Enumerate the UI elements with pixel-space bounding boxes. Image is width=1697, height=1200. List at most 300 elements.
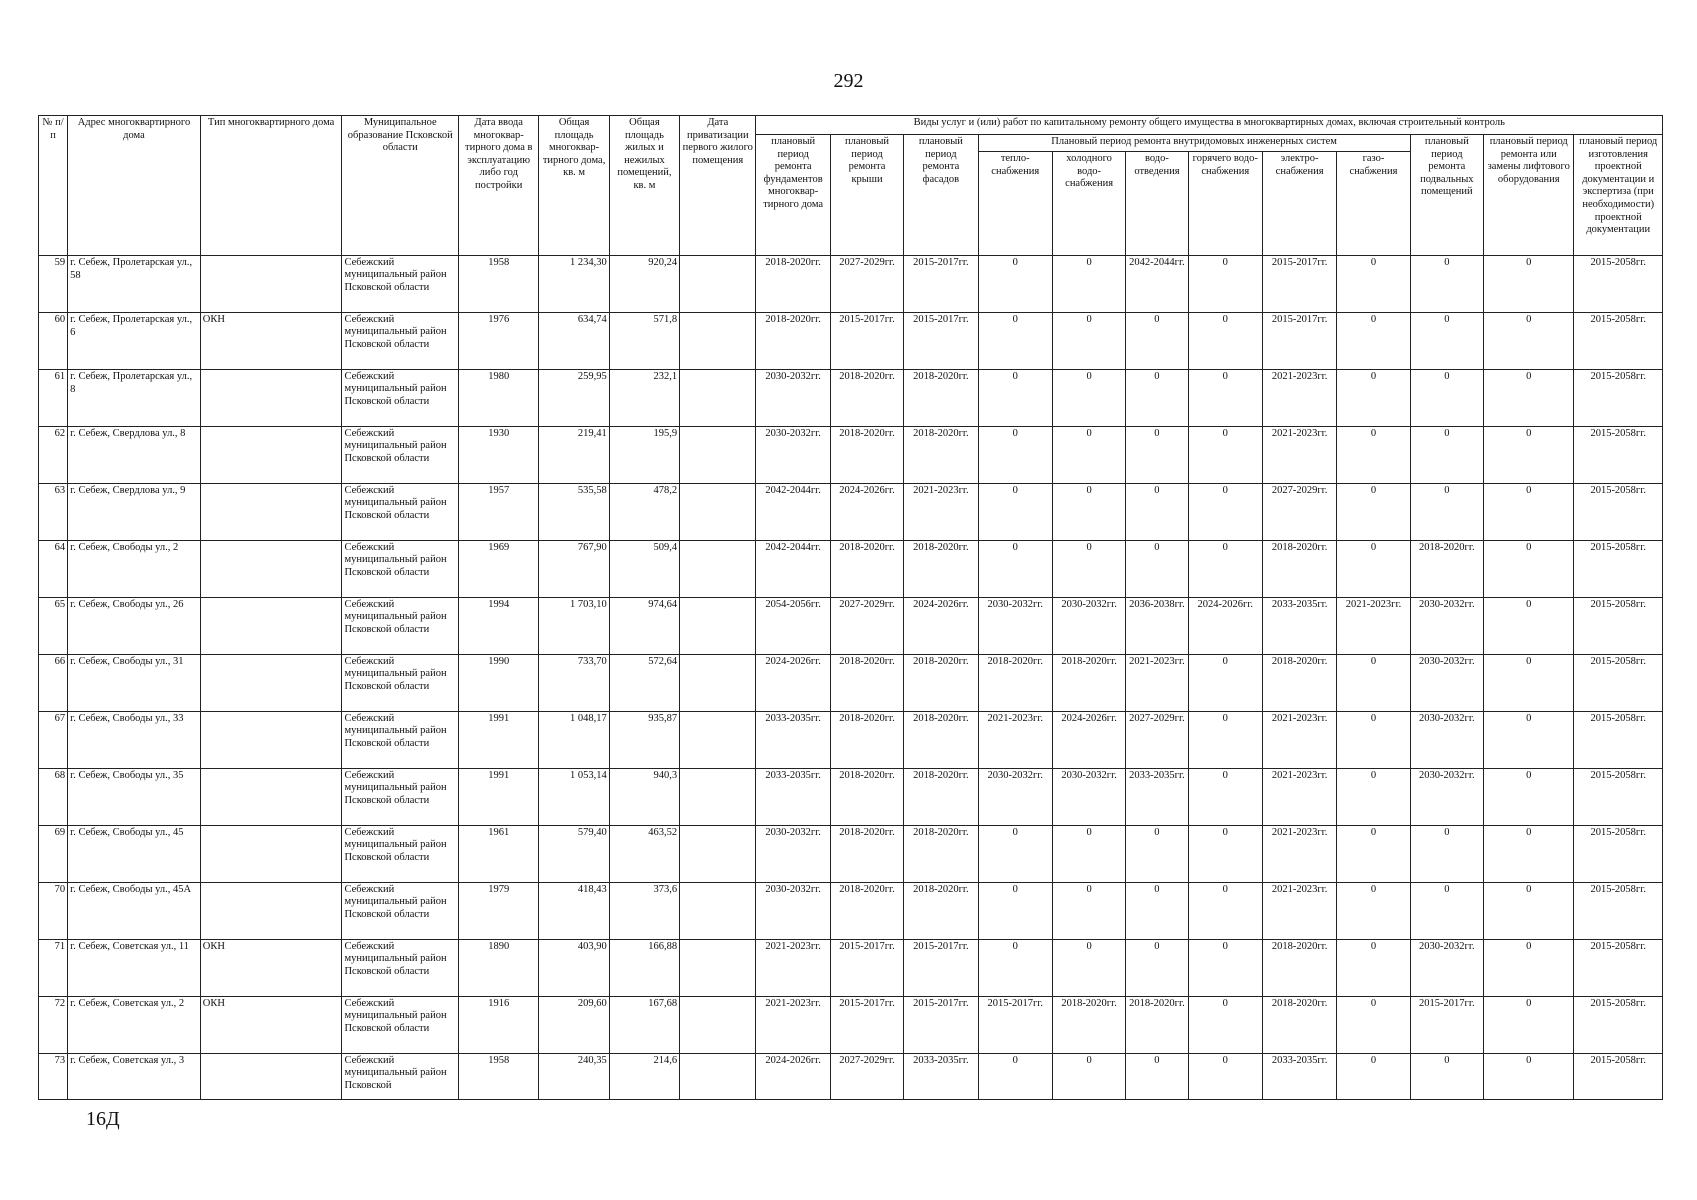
cell-living-area: 195,9 bbox=[609, 427, 679, 484]
cell-num: 71 bbox=[39, 940, 68, 997]
cell-living-area: 232,1 bbox=[609, 370, 679, 427]
cell-basement: 0 bbox=[1410, 883, 1483, 940]
cell-cold-water: 2018-2020гг. bbox=[1052, 655, 1125, 712]
cell-heat: 0 bbox=[978, 313, 1052, 370]
cell-year: 1991 bbox=[459, 769, 539, 826]
cell-num: 72 bbox=[39, 997, 68, 1054]
cell-facade: 2018-2020гг. bbox=[904, 370, 978, 427]
cell-heat: 2030-2032гг. bbox=[978, 769, 1052, 826]
table-row bbox=[39, 655, 1663, 712]
cell-municipality: Себежский муниципальный район Псковской области bbox=[342, 997, 459, 1054]
header-total-area: Общая площадь многоквар-тирного дома, кв. м bbox=[539, 116, 609, 256]
cell-hot-water: 0 bbox=[1188, 712, 1262, 769]
cell-total-area: 418,43 bbox=[539, 883, 609, 940]
header-privatization-date: Дата приватизации первого жилого помещения bbox=[680, 116, 756, 256]
cell-facade: 2018-2020гг. bbox=[904, 769, 978, 826]
cell-design: 2015-2058гг. bbox=[1574, 598, 1663, 655]
cell-year: 1958 bbox=[459, 256, 539, 313]
cell-living-area: 214,6 bbox=[609, 1054, 679, 1100]
cell-privatization-date bbox=[680, 997, 756, 1054]
cell-heat: 0 bbox=[978, 940, 1052, 997]
cell-living-area: 920,24 bbox=[609, 256, 679, 313]
cell-elevator: 0 bbox=[1484, 598, 1574, 655]
cell-municipality: Себежский муниципальный район Псковской области bbox=[342, 712, 459, 769]
cell-elevator: 0 bbox=[1484, 940, 1574, 997]
cell-privatization-date bbox=[680, 826, 756, 883]
cell-gas: 0 bbox=[1337, 940, 1410, 997]
cell-living-area: 509,4 bbox=[609, 541, 679, 598]
cell-type bbox=[200, 712, 342, 769]
cell-gas: 0 bbox=[1337, 427, 1410, 484]
cell-cold-water: 0 bbox=[1052, 370, 1125, 427]
cell-foundation: 2042-2044гг. bbox=[756, 541, 830, 598]
cell-type bbox=[200, 883, 342, 940]
cell-drainage: 2036-2038гг. bbox=[1126, 598, 1188, 655]
cell-municipality: Себежский муниципальный район Псковской области bbox=[342, 769, 459, 826]
header-elevator: плановый период ремонта или замены лифтового оборудования bbox=[1484, 135, 1574, 256]
table-row bbox=[39, 541, 1663, 598]
cell-cold-water: 0 bbox=[1052, 826, 1125, 883]
table-row bbox=[39, 427, 1663, 484]
cell-heat: 2018-2020гг. bbox=[978, 655, 1052, 712]
cell-drainage: 2033-2035гг. bbox=[1126, 769, 1188, 826]
cell-electric: 2021-2023гг. bbox=[1262, 427, 1336, 484]
cell-foundation: 2018-2020гг. bbox=[756, 313, 830, 370]
cell-municipality: Себежский муниципальный район Псковской области bbox=[342, 370, 459, 427]
cell-hot-water: 0 bbox=[1188, 484, 1262, 541]
cell-hot-water: 0 bbox=[1188, 313, 1262, 370]
cell-hot-water: 0 bbox=[1188, 541, 1262, 598]
cell-basement: 0 bbox=[1410, 370, 1483, 427]
cell-elevator: 0 bbox=[1484, 712, 1574, 769]
cell-type bbox=[200, 1054, 342, 1100]
cell-elevator: 0 bbox=[1484, 883, 1574, 940]
cell-type bbox=[200, 541, 342, 598]
cell-num: 66 bbox=[39, 655, 68, 712]
cell-hot-water: 0 bbox=[1188, 826, 1262, 883]
table-row bbox=[39, 370, 1663, 427]
cell-address: г. Себеж, Свободы ул., 31 bbox=[68, 655, 201, 712]
cell-foundation: 2042-2044гг. bbox=[756, 484, 830, 541]
cell-privatization-date bbox=[680, 712, 756, 769]
cell-privatization-date bbox=[680, 655, 756, 712]
cell-privatization-date bbox=[680, 370, 756, 427]
cell-electric: 2018-2020гг. bbox=[1262, 541, 1336, 598]
cell-cold-water: 0 bbox=[1052, 427, 1125, 484]
cell-foundation: 2033-2035гг. bbox=[756, 712, 830, 769]
cell-total-area: 579,40 bbox=[539, 826, 609, 883]
cell-privatization-date bbox=[680, 484, 756, 541]
cell-roof: 2015-2017гг. bbox=[830, 313, 903, 370]
cell-facade: 2033-2035гг. bbox=[904, 1054, 978, 1100]
cell-basement: 2030-2032гг. bbox=[1410, 940, 1483, 997]
cell-num: 59 bbox=[39, 256, 68, 313]
cell-drainage: 0 bbox=[1126, 883, 1188, 940]
cell-foundation: 2030-2032гг. bbox=[756, 427, 830, 484]
cell-privatization-date bbox=[680, 1054, 756, 1100]
cell-basement: 2018-2020гг. bbox=[1410, 541, 1483, 598]
cell-drainage: 0 bbox=[1126, 1054, 1188, 1100]
cell-address: г. Себеж, Пролетарская ул., 8 bbox=[68, 370, 201, 427]
cell-municipality: Себежский муниципальный район Псковской области bbox=[342, 883, 459, 940]
cell-design: 2015-2058гг. bbox=[1574, 427, 1663, 484]
cell-year: 1961 bbox=[459, 826, 539, 883]
cell-elevator: 0 bbox=[1484, 997, 1574, 1054]
cell-num: 65 bbox=[39, 598, 68, 655]
cell-gas: 0 bbox=[1337, 484, 1410, 541]
cell-privatization-date bbox=[680, 256, 756, 313]
cell-living-area: 166,88 bbox=[609, 940, 679, 997]
cell-heat: 0 bbox=[978, 484, 1052, 541]
header-engineering-group: Плановый период ремонта внутридомовых инженерных систем bbox=[978, 135, 1410, 152]
cell-num: 61 bbox=[39, 370, 68, 427]
cell-basement: 0 bbox=[1410, 427, 1483, 484]
cell-foundation: 2024-2026гг. bbox=[756, 655, 830, 712]
cell-design: 2015-2058гг. bbox=[1574, 997, 1663, 1054]
cell-design: 2015-2058гг. bbox=[1574, 712, 1663, 769]
cell-facade: 2015-2017гг. bbox=[904, 997, 978, 1054]
cell-design: 2015-2058гг. bbox=[1574, 484, 1663, 541]
table-row bbox=[39, 997, 1663, 1054]
cell-cold-water: 2030-2032гг. bbox=[1052, 598, 1125, 655]
cell-basement: 2030-2032гг. bbox=[1410, 712, 1483, 769]
cell-drainage: 0 bbox=[1126, 940, 1188, 997]
table-row bbox=[39, 1054, 1663, 1100]
cell-municipality: Себежский муниципальный район Псковской области bbox=[342, 484, 459, 541]
cell-year: 1976 bbox=[459, 313, 539, 370]
cell-roof: 2024-2026гг. bbox=[830, 484, 903, 541]
cell-roof: 2018-2020гг. bbox=[830, 427, 903, 484]
cell-cold-water: 0 bbox=[1052, 256, 1125, 313]
cell-elevator: 0 bbox=[1484, 655, 1574, 712]
cell-foundation: 2054-2056гг. bbox=[756, 598, 830, 655]
cell-basement: 2015-2017гг. bbox=[1410, 997, 1483, 1054]
cell-address: г. Себеж, Свердлова ул., 8 bbox=[68, 427, 201, 484]
cell-living-area: 478,2 bbox=[609, 484, 679, 541]
cell-hot-water: 0 bbox=[1188, 883, 1262, 940]
table-row bbox=[39, 883, 1663, 940]
header-date-built: Дата ввода многоквар-тирного дома в эксплуатацию либо год постройки bbox=[459, 116, 539, 256]
cell-municipality: Себежский муниципальный район Псковской области bbox=[342, 427, 459, 484]
cell-heat: 0 bbox=[978, 427, 1052, 484]
cell-privatization-date bbox=[680, 883, 756, 940]
cell-year: 1991 bbox=[459, 712, 539, 769]
cell-type: ОКН bbox=[200, 313, 342, 370]
cell-basement: 0 bbox=[1410, 1054, 1483, 1100]
cell-municipality: Себежский муниципальный район Псковской области bbox=[342, 313, 459, 370]
cell-roof: 2018-2020гг. bbox=[830, 826, 903, 883]
cell-total-area: 219,41 bbox=[539, 427, 609, 484]
cell-electric: 2015-2017гг. bbox=[1262, 256, 1336, 313]
cell-heat: 0 bbox=[978, 883, 1052, 940]
cell-roof: 2027-2029гг. bbox=[830, 256, 903, 313]
cell-basement: 0 bbox=[1410, 256, 1483, 313]
cell-total-area: 259,95 bbox=[539, 370, 609, 427]
cell-total-area: 1 234,30 bbox=[539, 256, 609, 313]
cell-cold-water: 2018-2020гг. bbox=[1052, 997, 1125, 1054]
cell-drainage: 0 bbox=[1126, 427, 1188, 484]
cell-cold-water: 2030-2032гг. bbox=[1052, 769, 1125, 826]
cell-gas: 0 bbox=[1337, 370, 1410, 427]
cell-heat: 0 bbox=[978, 370, 1052, 427]
capital-repair-table bbox=[38, 115, 1663, 1100]
cell-facade: 2018-2020гг. bbox=[904, 883, 978, 940]
cell-total-area: 733,70 bbox=[539, 655, 609, 712]
cell-privatization-date bbox=[680, 769, 756, 826]
cell-type bbox=[200, 484, 342, 541]
table-row bbox=[39, 769, 1663, 826]
footer-code: 16Д bbox=[86, 1108, 120, 1130]
cell-elevator: 0 bbox=[1484, 256, 1574, 313]
cell-facade: 2018-2020гг. bbox=[904, 541, 978, 598]
cell-basement: 0 bbox=[1410, 313, 1483, 370]
cell-gas: 0 bbox=[1337, 826, 1410, 883]
cell-living-area: 571,8 bbox=[609, 313, 679, 370]
page-number: 292 bbox=[833, 70, 864, 92]
cell-living-area: 935,87 bbox=[609, 712, 679, 769]
cell-gas: 0 bbox=[1337, 712, 1410, 769]
header-foundation: плановый период ремонта фундаментов многоквар-тирного дома bbox=[756, 135, 830, 256]
cell-facade: 2024-2026гг. bbox=[904, 598, 978, 655]
cell-drainage: 2018-2020гг. bbox=[1126, 997, 1188, 1054]
cell-heat: 0 bbox=[978, 826, 1052, 883]
cell-num: 63 bbox=[39, 484, 68, 541]
header-num: № п/п bbox=[39, 116, 68, 256]
cell-type: ОКН bbox=[200, 997, 342, 1054]
cell-design: 2015-2058гг. bbox=[1574, 940, 1663, 997]
cell-total-area: 209,60 bbox=[539, 997, 609, 1054]
cell-privatization-date bbox=[680, 313, 756, 370]
cell-heat: 0 bbox=[978, 256, 1052, 313]
cell-living-area: 940,3 bbox=[609, 769, 679, 826]
cell-year: 1930 bbox=[459, 427, 539, 484]
header-gas: газо-снабжения bbox=[1337, 152, 1410, 256]
cell-facade: 2015-2017гг. bbox=[904, 940, 978, 997]
cell-hot-water: 0 bbox=[1188, 427, 1262, 484]
cell-gas: 0 bbox=[1337, 313, 1410, 370]
cell-address: г. Себеж, Советская ул., 3 bbox=[68, 1054, 201, 1100]
cell-roof: 2027-2029гг. bbox=[830, 1054, 903, 1100]
cell-elevator: 0 bbox=[1484, 484, 1574, 541]
cell-total-area: 1 048,17 bbox=[539, 712, 609, 769]
cell-address: г. Себеж, Советская ул., 11 bbox=[68, 940, 201, 997]
cell-basement: 0 bbox=[1410, 484, 1483, 541]
table-row bbox=[39, 598, 1663, 655]
cell-basement: 2030-2032гг. bbox=[1410, 655, 1483, 712]
cell-type: ОКН bbox=[200, 940, 342, 997]
cell-heat: 2021-2023гг. bbox=[978, 712, 1052, 769]
capital-repair-table-container bbox=[38, 115, 1663, 1100]
cell-gas: 2021-2023гг. bbox=[1337, 598, 1410, 655]
cell-hot-water: 0 bbox=[1188, 940, 1262, 997]
cell-address: г. Себеж, Свободы ул., 35 bbox=[68, 769, 201, 826]
cell-foundation: 2030-2032гг. bbox=[756, 883, 830, 940]
cell-num: 70 bbox=[39, 883, 68, 940]
cell-facade: 2015-2017гг. bbox=[904, 313, 978, 370]
cell-electric: 2033-2035гг. bbox=[1262, 598, 1336, 655]
cell-total-area: 1 053,14 bbox=[539, 769, 609, 826]
cell-electric: 2018-2020гг. bbox=[1262, 655, 1336, 712]
cell-design: 2015-2058гг. bbox=[1574, 769, 1663, 826]
cell-drainage: 2021-2023гг. bbox=[1126, 655, 1188, 712]
cell-cold-water: 0 bbox=[1052, 484, 1125, 541]
cell-address: г. Себеж, Свободы ул., 2 bbox=[68, 541, 201, 598]
cell-foundation: 2033-2035гг. bbox=[756, 769, 830, 826]
cell-drainage: 0 bbox=[1126, 370, 1188, 427]
cell-roof: 2015-2017гг. bbox=[830, 997, 903, 1054]
cell-drainage: 0 bbox=[1126, 826, 1188, 883]
cell-total-area: 1 703,10 bbox=[539, 598, 609, 655]
table-row bbox=[39, 712, 1663, 769]
cell-privatization-date bbox=[680, 427, 756, 484]
cell-year: 1957 bbox=[459, 484, 539, 541]
cell-roof: 2018-2020гг. bbox=[830, 883, 903, 940]
cell-design: 2015-2058гг. bbox=[1574, 1054, 1663, 1100]
header-facade: плановый период ремонта фасадов bbox=[904, 135, 978, 256]
cell-num: 73 bbox=[39, 1054, 68, 1100]
cell-address: г. Себеж, Свободы ул., 45 bbox=[68, 826, 201, 883]
cell-municipality: Себежский муниципальный район Псковской области bbox=[342, 826, 459, 883]
cell-heat: 0 bbox=[978, 541, 1052, 598]
table-row bbox=[39, 313, 1663, 370]
cell-privatization-date bbox=[680, 541, 756, 598]
cell-year: 1958 bbox=[459, 1054, 539, 1100]
cell-living-area: 974,64 bbox=[609, 598, 679, 655]
cell-facade: 2021-2023гг. bbox=[904, 484, 978, 541]
cell-drainage: 0 bbox=[1126, 541, 1188, 598]
cell-design: 2015-2058гг. bbox=[1574, 256, 1663, 313]
cell-elevator: 0 bbox=[1484, 769, 1574, 826]
cell-electric: 2021-2023гг. bbox=[1262, 883, 1336, 940]
cell-total-area: 535,58 bbox=[539, 484, 609, 541]
cell-total-area: 403,90 bbox=[539, 940, 609, 997]
cell-facade: 2018-2020гг. bbox=[904, 826, 978, 883]
cell-electric: 2021-2023гг. bbox=[1262, 769, 1336, 826]
cell-heat: 2030-2032гг. bbox=[978, 598, 1052, 655]
cell-address: г. Себеж, Свободы ул., 45А bbox=[68, 883, 201, 940]
cell-cold-water: 2024-2026гг. bbox=[1052, 712, 1125, 769]
cell-municipality: Себежский муниципальный район Псковской bbox=[342, 1054, 459, 1100]
cell-living-area: 167,68 bbox=[609, 997, 679, 1054]
cell-num: 69 bbox=[39, 826, 68, 883]
cell-facade: 2018-2020гг. bbox=[904, 655, 978, 712]
cell-municipality: Себежский муниципальный район Псковской области bbox=[342, 256, 459, 313]
cell-cold-water: 0 bbox=[1052, 541, 1125, 598]
cell-hot-water: 0 bbox=[1188, 997, 1262, 1054]
cell-foundation: 2021-2023гг. bbox=[756, 997, 830, 1054]
cell-cold-water: 0 bbox=[1052, 313, 1125, 370]
header-design: плановый период изготовления проектной документации и экспертиза (при необходимости) проектной документации bbox=[1574, 135, 1663, 256]
cell-gas: 0 bbox=[1337, 1054, 1410, 1100]
cell-foundation: 2024-2026гг. bbox=[756, 1054, 830, 1100]
cell-privatization-date bbox=[680, 598, 756, 655]
cell-hot-water: 0 bbox=[1188, 769, 1262, 826]
cell-gas: 0 bbox=[1337, 655, 1410, 712]
cell-electric: 2021-2023гг. bbox=[1262, 370, 1336, 427]
table-row bbox=[39, 256, 1663, 313]
cell-facade: 2015-2017гг. bbox=[904, 256, 978, 313]
cell-type bbox=[200, 427, 342, 484]
cell-year: 1990 bbox=[459, 655, 539, 712]
cell-num: 68 bbox=[39, 769, 68, 826]
cell-municipality: Себежский муниципальный район Псковской области bbox=[342, 655, 459, 712]
cell-address: г. Себеж, Свободы ул., 26 bbox=[68, 598, 201, 655]
cell-electric: 2015-2017гг. bbox=[1262, 313, 1336, 370]
cell-facade: 2018-2020гг. bbox=[904, 712, 978, 769]
cell-design: 2015-2058гг. bbox=[1574, 655, 1663, 712]
cell-heat: 2015-2017гг. bbox=[978, 997, 1052, 1054]
cell-drainage: 0 bbox=[1126, 313, 1188, 370]
cell-electric: 2027-2029гг. bbox=[1262, 484, 1336, 541]
cell-year: 1979 bbox=[459, 883, 539, 940]
cell-year: 1890 bbox=[459, 940, 539, 997]
cell-hot-water: 0 bbox=[1188, 1054, 1262, 1100]
cell-foundation: 2030-2032гг. bbox=[756, 826, 830, 883]
cell-living-area: 373,6 bbox=[609, 883, 679, 940]
header-cold-water: холодного водо-снабжения bbox=[1052, 152, 1125, 256]
header-basement: плановый период ремонта подвальных помещений bbox=[1410, 135, 1483, 256]
cell-foundation: 2030-2032гг. bbox=[756, 370, 830, 427]
header-living-area: Общая площадь жилых и нежилых помещений, кв. м bbox=[609, 116, 679, 256]
header-electric: электро-снабжения bbox=[1262, 152, 1336, 256]
cell-design: 2015-2058гг. bbox=[1574, 313, 1663, 370]
cell-roof: 2018-2020гг. bbox=[830, 541, 903, 598]
cell-privatization-date bbox=[680, 940, 756, 997]
cell-basement: 2030-2032гг. bbox=[1410, 769, 1483, 826]
cell-drainage: 2042-2044гг. bbox=[1126, 256, 1188, 313]
cell-drainage: 0 bbox=[1126, 484, 1188, 541]
cell-num: 67 bbox=[39, 712, 68, 769]
cell-drainage: 2027-2029гг. bbox=[1126, 712, 1188, 769]
cell-num: 64 bbox=[39, 541, 68, 598]
table-header bbox=[39, 116, 1663, 256]
cell-total-area: 767,90 bbox=[539, 541, 609, 598]
cell-num: 60 bbox=[39, 313, 68, 370]
cell-design: 2015-2058гг. bbox=[1574, 883, 1663, 940]
cell-hot-water: 0 bbox=[1188, 370, 1262, 427]
cell-type bbox=[200, 655, 342, 712]
cell-type bbox=[200, 826, 342, 883]
cell-facade: 2018-2020гг. bbox=[904, 427, 978, 484]
header-address: Адрес многоквартирного дома bbox=[68, 116, 201, 256]
cell-hot-water: 0 bbox=[1188, 256, 1262, 313]
cell-roof: 2018-2020гг. bbox=[830, 370, 903, 427]
cell-electric: 2021-2023гг. bbox=[1262, 826, 1336, 883]
cell-living-area: 463,52 bbox=[609, 826, 679, 883]
cell-design: 2015-2058гг. bbox=[1574, 370, 1663, 427]
cell-type bbox=[200, 598, 342, 655]
cell-electric: 2033-2035гг. bbox=[1262, 1054, 1336, 1100]
cell-elevator: 0 bbox=[1484, 826, 1574, 883]
cell-municipality: Себежский муниципальный район Псковской области bbox=[342, 541, 459, 598]
header-type: Тип многоквартирного дома bbox=[200, 116, 342, 256]
header-drainage: водо-отведения bbox=[1126, 152, 1188, 256]
table-row bbox=[39, 484, 1663, 541]
cell-address: г. Себеж, Пролетарская ул., 58 bbox=[68, 256, 201, 313]
cell-total-area: 634,74 bbox=[539, 313, 609, 370]
cell-gas: 0 bbox=[1337, 997, 1410, 1054]
cell-cold-water: 0 bbox=[1052, 883, 1125, 940]
cell-electric: 2021-2023гг. bbox=[1262, 712, 1336, 769]
cell-municipality: Себежский муниципальный район Псковской области bbox=[342, 598, 459, 655]
cell-address: г. Себеж, Свободы ул., 33 bbox=[68, 712, 201, 769]
table-row bbox=[39, 826, 1663, 883]
cell-year: 1916 bbox=[459, 997, 539, 1054]
cell-roof: 2015-2017гг. bbox=[830, 940, 903, 997]
cell-gas: 0 bbox=[1337, 769, 1410, 826]
cell-type bbox=[200, 769, 342, 826]
cell-type bbox=[200, 256, 342, 313]
